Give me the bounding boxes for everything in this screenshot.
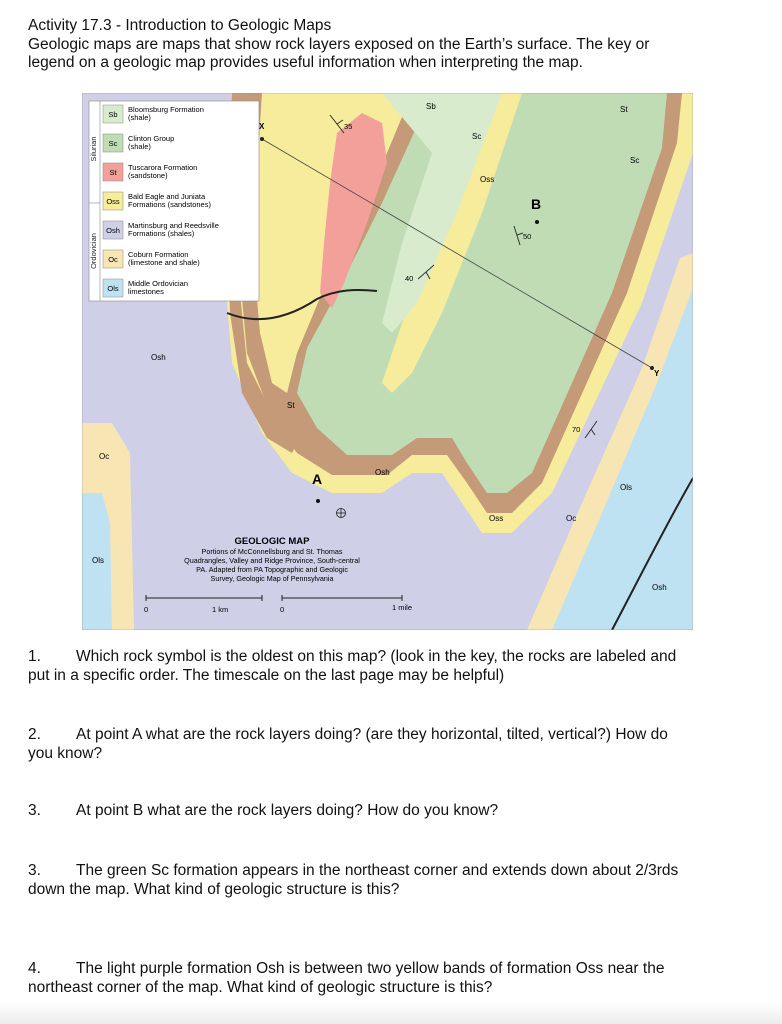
legend-symbol-oss: Oss <box>106 197 120 206</box>
point-a-dot <box>316 499 320 503</box>
legend-name-sb: Bloomsburg Formation <box>128 105 204 114</box>
question-text-line-1: Which rock symbol is the oldest on this map? (look in the key, the rocks are labeled and <box>76 648 677 665</box>
question-1 <box>28 648 758 685</box>
question-number: 3. <box>28 862 41 879</box>
question-text-line-2: down the map. What kind of geologic structure is this? <box>28 880 400 898</box>
label-osh-1: Osh <box>151 353 166 362</box>
legend-symbol-ols: Ols <box>107 284 119 293</box>
question-text-line-2: you know? <box>28 744 103 762</box>
question-2 <box>28 726 758 763</box>
map-title-line-1: Portions of McConnellsburg and St. Thomas <box>201 547 343 556</box>
svg-text:35: 35 <box>344 122 353 131</box>
legend-symbol-osh: Osh <box>106 226 120 235</box>
map-title: GEOLOGIC MAP <box>234 536 310 547</box>
label-oc-2: Oc <box>566 514 577 523</box>
scale-mi-label: 1 mile <box>392 603 413 612</box>
label-ols-2: Ols <box>620 483 632 492</box>
svg-text:70: 70 <box>572 425 581 434</box>
label-x: X <box>259 122 265 131</box>
legend-name-oc: Coburn Formation <box>128 250 189 259</box>
label-st-top: St <box>620 105 628 114</box>
label-ols-1: Ols <box>92 556 104 565</box>
legend-desc-osh: Formations (shales) <box>128 229 195 238</box>
legend-name-osh: Martinsburg and Reedsville <box>128 221 219 230</box>
scale-km-label: 1 km <box>212 605 229 614</box>
scale-km-zero: 0 <box>144 605 149 614</box>
question-number: 4. <box>28 960 41 977</box>
label-osh-2: Osh <box>375 468 390 477</box>
legend-period-ordovician: Ordovician <box>89 233 98 269</box>
point-x-dot <box>260 137 264 141</box>
legend-name-oss: Bald Eagle and Juniata <box>128 192 206 201</box>
map-title-line-3: PA. Adapted from PA Topographic and Geologic <box>196 565 348 574</box>
legend-desc-oss: Formations (sandstones) <box>128 200 211 209</box>
label-sb: Sb <box>426 102 436 111</box>
legend-symbol-sb: Sb <box>108 110 118 119</box>
label-oss-2: Oss <box>489 514 504 523</box>
question-number: 2. <box>28 726 41 743</box>
activity-title: Activity 17.3 - Introduction to Geologic Maps <box>28 17 332 34</box>
point-b-dot <box>535 220 539 224</box>
legend-desc-sc: (shale) <box>128 142 151 151</box>
legend-symbol-sc: Sc <box>108 139 118 148</box>
geologic-map <box>82 93 693 630</box>
question-text-line-2: northeast corner of the map. What kind of geologic structure is this? <box>28 978 493 996</box>
svg-text:40: 40 <box>405 274 414 283</box>
legend-desc-ols: limestones <box>128 287 164 296</box>
svg-text:50: 50 <box>523 232 532 241</box>
intro-line-1: Geologic maps are maps that show rock layers exposed on the Earth’s surface. The key or <box>28 35 650 53</box>
page-header <box>28 17 649 73</box>
question-text-line-2: put in a specific order. The timescale on the last page may be helpful) <box>28 666 505 684</box>
legend-period-silurian: Silurian <box>89 136 98 162</box>
label-point-b: B <box>531 196 542 212</box>
label-oss-1: Oss <box>480 175 495 184</box>
legend-symbol-oc: Oc <box>108 255 118 264</box>
map-title-line-4: Survey, Geologic Map of Pennsylvania <box>210 574 334 583</box>
question-number: 3. <box>28 802 41 819</box>
legend-desc-oc: (limestone and shale) <box>128 258 200 267</box>
label-y: Y <box>654 369 660 378</box>
question-text-line-1: At point A what are the rock layers doing? (are they horizontal, tilted, vertical?) How do <box>76 726 668 743</box>
label-st-mid: St <box>287 401 295 410</box>
legend-desc-st: (sandstone) <box>128 171 168 180</box>
legend-desc-sb: (shale) <box>128 113 151 122</box>
question-text-line-1: The green Sc formation appears in the northeast corner and extends down about 2/3rds <box>76 862 679 879</box>
question-number: 1. <box>28 648 41 665</box>
question-5 <box>28 960 758 997</box>
question-3 <box>28 802 758 821</box>
legend-name-ols: Middle Ordovician <box>128 279 189 288</box>
label-oc-1: Oc <box>99 452 110 461</box>
label-osh-3: Osh <box>652 583 667 592</box>
label-sc-2: Sc <box>630 156 640 165</box>
legend-name-st: Tuscarora Formation <box>128 163 198 172</box>
bottom-fade <box>0 1002 782 1024</box>
map-title-line-2: Quadrangles, Valley and Ridge Province, South-central <box>184 556 360 565</box>
legend-name-sc: Clinton Group <box>128 134 175 143</box>
label-sc-1: Sc <box>472 132 482 141</box>
legend-symbol-st: St <box>109 168 117 177</box>
question-4 <box>28 862 758 899</box>
intro-line-2: legend on a geologic map provides useful information when interpreting the map. <box>28 54 583 71</box>
label-point-a: A <box>312 471 323 487</box>
scale-mi-zero: 0 <box>280 605 285 614</box>
question-text-line-1: The light purple formation Osh is between two yellow bands of formation Oss near the <box>76 960 665 977</box>
question-text-line-1: At point B what are the rock layers doing? How do you know? <box>76 802 499 819</box>
